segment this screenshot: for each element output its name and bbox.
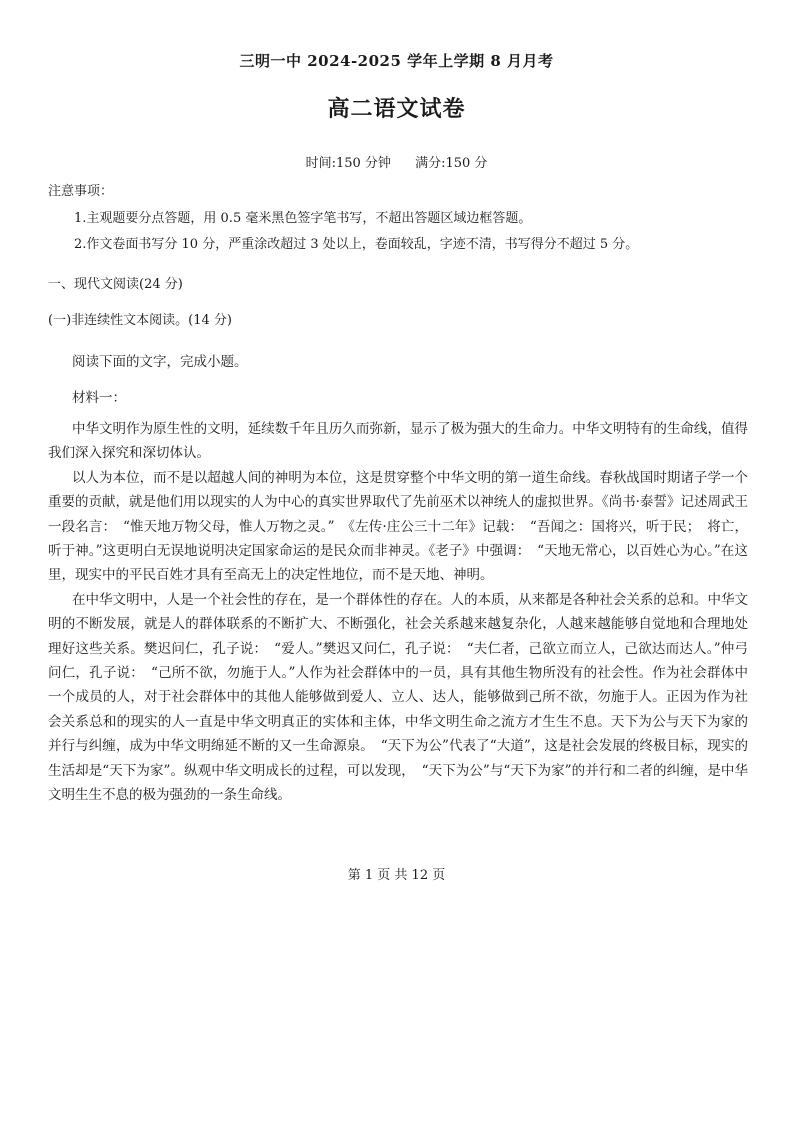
notice-heading: 注意事项： bbox=[48, 184, 114, 199]
passage-paragraph: 在中华文明中，人是一个社会性的存在，是一个群体性的存在。人的本质，从来都是各种社会关系的总和。中华文明的不断发展，就是人的群体联系的不断扩大、不断强化，社会关系越来越复杂化，人越来越能够自觉地和合理地处理好这些关系。樊迟问仁，孔子说： “爱人。”樊迟又问仁，孔子说： “夫仁者，己欲立而立人，己欲达而达人。”仲弓问仁，孔子说： “己所不欲，勿施于人。”人作为社会群体中的一员，具有其他生物所没有的社会性。作为社会群体中一个成员的人，对于社会群体中的其他人能够做到爱人、立人、达人，能够做到己所不欲，勿施于人。正因为作为社会关系总和的现实的人一直是中华文明真正的实体和主体，中华文明生命之流方才生生不息。天下为公与天下为家的并行与纠缠，成为中华文明绵延不断的又一生命源泉。 “天下为公”代表了“大道”，这是社会发展的终极目标，现实的生活却是“天下为家”。纵观中华文明成长的过程，可以发现， “天下为公”与“天下为家”的并行和二者的纠缠，是中华文明生生不息的极为强劲的一条生命线。 bbox=[48, 591, 748, 804]
passage-body bbox=[48, 417, 748, 808]
exam-time: 时间:150 分钟 bbox=[305, 156, 391, 171]
paper-title: 高二语文试卷 bbox=[327, 96, 466, 122]
exam-title: 三明一中 2024-2025 学年上学期 8 月月考 bbox=[239, 52, 554, 70]
material-label: 材料一： bbox=[72, 390, 126, 406]
time-score-line bbox=[0, 152, 793, 171]
section-heading: 一、现代文阅读(24 分) bbox=[48, 277, 183, 292]
reading-instruction: 阅读下面的文字，完成小题。 bbox=[72, 354, 248, 370]
subsection-heading: (一)非连续性文本阅读。(14 分) bbox=[48, 313, 232, 328]
passage-paragraph: 以人为本位，而不是以超越人间的神明为本位，这是贯穿整个中华文明的第一道生命线。春秋战国时期诸子学一个重要的贡献，就是他们用以现实的人为中心的真实世界取代了先前巫术以神统人的虚拟世界。《尚书·泰誓》记述周武王一段名言： “惟天地万物父母，惟人万物之灵。” 《左传·庄公三十二年》记载： “吾闻之：国将兴，听于民； 将亡，听于神。”这更明白无误地说明决定国家命运的是民众而非神灵。《老子》中强调： “天地无常心，以百姓心为心。”在这里，现实中的平民百姓才具有至高无上的决定性地位，而不是天地、神明。 bbox=[48, 469, 748, 584]
notice-item: 2.作文卷面书写分 10 分，严重涂改超过 3 处以上，卷面较乱，字迹不清，书写得分不超过 5 分。 bbox=[74, 237, 639, 252]
passage-paragraph: 中华文明作为原生性的文明，延续数千年且历久而弥新，显示了极为强大的生命力。中华文明特有的生命线，值得我们深入探究和深切体认。 bbox=[48, 421, 748, 462]
notice-item: 1.主观题要分点答题，用 0.5 毫米黑色签字笔书写，不超出答题区域边框答题。 bbox=[74, 211, 532, 226]
exam-score: 满分:150 分 bbox=[415, 156, 488, 171]
page-footer: 第 1 页 共 12 页 bbox=[347, 868, 446, 883]
